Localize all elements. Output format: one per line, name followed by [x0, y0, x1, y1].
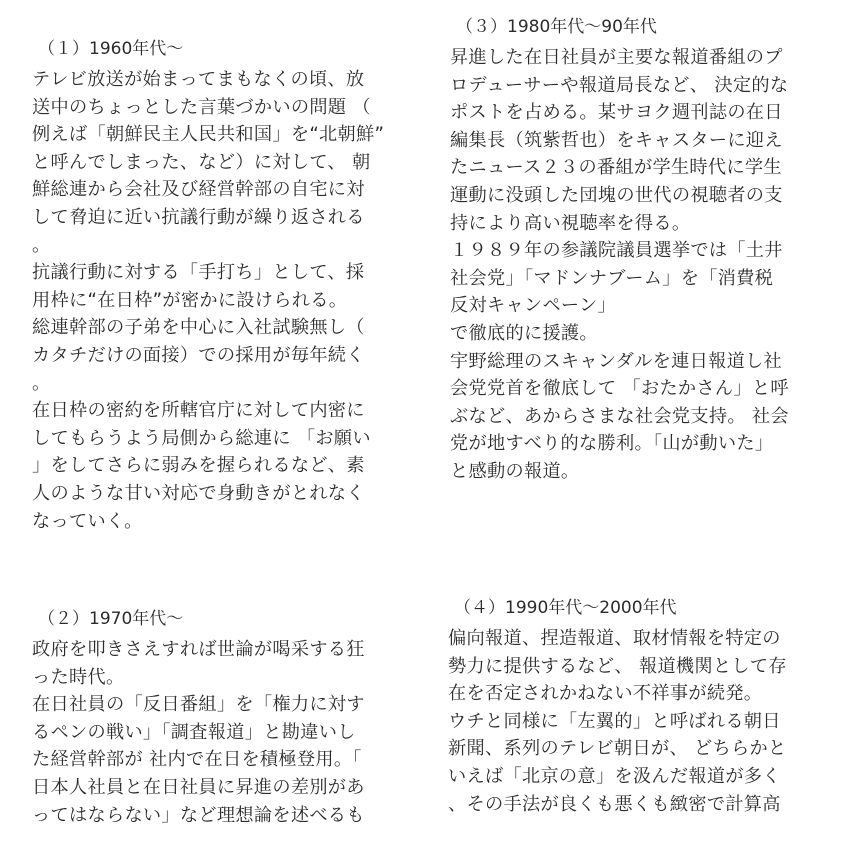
text-line: 運動に没頭した団塊の世代の視聴者の支 — [450, 184, 783, 206]
section-1970s-body — [32, 608, 414, 829]
text-line: 」をしてさらに弱みを握られるなど、素 — [32, 455, 365, 477]
text-line: 持により高い視聴率を得る。 — [450, 212, 691, 234]
text-line: と感動の報道。 — [450, 460, 580, 482]
section-1990s-2000s-body — [448, 597, 846, 818]
section-1990s-2000s-heading: （４）1990年代〜2000年代 — [454, 598, 677, 618]
section-1960s — [0, 0, 420, 590]
text-line: ロデューサーや報道局長など、 決定的な — [450, 74, 789, 96]
text-line: 会党党首を徹底して 「おたかさん」と呼 — [450, 378, 789, 400]
text-line: ポストを占める。某サヨク週刊誌の在日 — [450, 102, 783, 124]
text-line: 政府を叩きさえすれば世論が喝采する狂 — [32, 639, 365, 660]
text-line: 新聞、系列のテレビ朝日が、 どちらかと — [448, 738, 787, 760]
text-line: 総連幹部の子弟を中心に入社試験無し（ — [32, 317, 365, 339]
text-line: 送中のちょっとした言葉づかいの問題 （ — [32, 96, 371, 118]
text-line: 例えば「朝鮮民主人民共和国」を“北朝鮮” — [32, 124, 385, 146]
text-line: で徹底的に援護。 — [450, 322, 598, 344]
text-line: してもらうよう局側から総連に 「お願い — [32, 427, 371, 449]
section-1970s — [0, 590, 420, 852]
text-line: 在日枠の密約を所轄官庁に対して内密に — [32, 400, 365, 422]
text-line: 。 — [32, 234, 51, 256]
text-line: 人のような甘い対応で身動きがとれなく — [32, 482, 365, 504]
text-line: １９８９年の参議院議員選挙では「土井 — [450, 240, 783, 262]
text-line: ってはならない」など理想論を述べるも — [32, 804, 365, 826]
text-line: して脅迫に近い抗議行動が繰り返される — [32, 206, 365, 228]
column-divider — [420, 0, 430, 852]
text-line: 偏向報道、捏造報道、取材情報を特定の — [448, 628, 781, 649]
section-1960s-body — [32, 38, 414, 535]
text-line: た経営幹部が 社内で在日を積極登用。「 — [32, 749, 362, 771]
section-1960s-heading: （１）1960年代〜 — [38, 39, 184, 59]
text-line: 社会党」「マドンナブーム」を「消費税 — [450, 267, 774, 289]
text-line: ウチと同様に「左翼的」と呼ばれる朝日 — [448, 710, 781, 732]
text-line: 日本人社員と在日社員に昇進の差別があ — [32, 776, 365, 798]
text-line: 昇進した在日社員が主要な報道番組のプ — [450, 47, 783, 68]
text-line: テレビ放送が始まってまもなくの頃、放 — [32, 69, 365, 90]
text-line: 宇野総理のスキャンダルを連日報道し社 — [450, 350, 783, 372]
text-line: 在日社員の「反日番組」を「権力に対す — [32, 694, 365, 716]
text-line: 編集長（筑紫哲也）をキャスターに迎え — [450, 129, 783, 151]
text-line: 勢力に提供するなど、 報道機関として存 — [448, 655, 787, 677]
section-1980s-90s — [430, 0, 852, 585]
text-line: 在を否定されかねない不祥事が続発。 — [448, 683, 763, 705]
text-line: ぶなど、あからさまな社会党支持。 社会 — [450, 405, 789, 427]
text-line: 用枠に“在日枠”が密かに設けられる。 — [32, 289, 348, 311]
section-1980s-90s-heading: （３）1980年代〜90年代 — [456, 17, 657, 37]
text-line: たニュース２３の番組が学生時代に学生 — [450, 157, 782, 179]
text-line: と呼んでしまった、など）に対して、 朝 — [32, 151, 371, 173]
text-line: 党が地すべり的な勝利。「山が動いた」 — [450, 433, 774, 455]
text-line: 鮮総連から会社及び経営幹部の自宅に対 — [32, 179, 365, 201]
text-line: 反対キャンペーン」 — [450, 295, 617, 317]
section-1990s-2000s — [430, 585, 852, 852]
text-line: カタチだけの面接）での採用が毎年続く — [32, 344, 365, 366]
text-line: 抗議行動に対する「手打ち」として、採 — [32, 262, 365, 284]
text-line: いえば「北京の意」を汲んだ報道が多く — [448, 765, 781, 787]
section-1980s-90s-body — [450, 16, 846, 486]
section-1970s-heading: （２）1970年代〜 — [38, 609, 184, 629]
text-line: なっていく。 — [32, 510, 143, 532]
text-line: るペンの戦い」「調査報道」と勘違いし — [32, 721, 356, 743]
text-line: った時代。 — [32, 666, 125, 688]
text-line: 、その手法が良くも悪くも緻密で計算高 — [448, 793, 781, 815]
text-line: 。 — [32, 372, 51, 394]
